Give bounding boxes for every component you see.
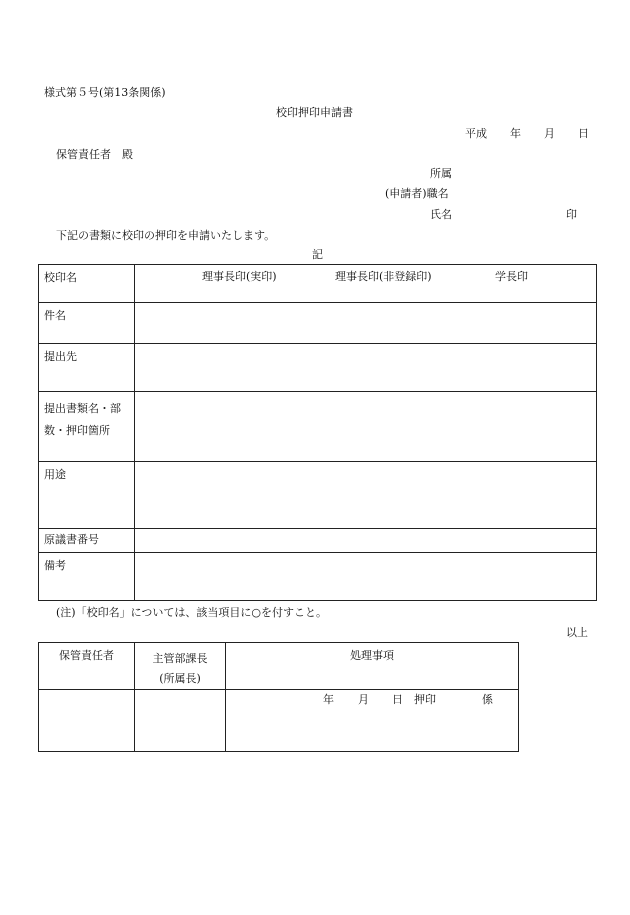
original-number-field[interactable] (135, 529, 597, 553)
main-table (38, 264, 597, 601)
original-number-row (39, 529, 597, 553)
proc-clerk: 係 (482, 693, 493, 706)
form-title: 校印押印申請書 (276, 106, 353, 119)
subject-label: 件名 (44, 309, 66, 322)
submit-to-field[interactable] (135, 344, 597, 392)
remarks-row (39, 553, 597, 601)
doc-info-row (39, 392, 597, 462)
applicant-position: (申請者)職名 (385, 187, 449, 200)
date-day: 日 (578, 127, 589, 140)
original-number-label: 原議書番号 (44, 533, 99, 546)
purpose-row (39, 462, 597, 529)
seal-name-row (39, 265, 597, 303)
purpose-field[interactable] (135, 462, 597, 529)
date-era: 平成 (465, 127, 487, 140)
ki-mark: 記 (312, 248, 323, 261)
custodian-stamp-field[interactable] (39, 690, 135, 752)
approval-table (38, 642, 519, 752)
note-text: (注)「校印名」については、該当項目に○を付すこと。 (56, 606, 327, 619)
remarks-label: 備考 (44, 559, 66, 572)
subject-row (39, 303, 597, 344)
proc-year: 年 (323, 693, 334, 706)
manager-label-line2: (所属長) (159, 672, 201, 685)
approval-body-row (39, 690, 519, 752)
manager-label (135, 643, 225, 689)
doc-info-label-line2: 数・押印箇所 (44, 424, 110, 437)
seal-option-president[interactable]: 学長印 (495, 270, 528, 283)
form-number: 様式第５号(第13条関係) (44, 86, 166, 99)
applicant-seal: 印 (566, 208, 577, 221)
request-text: 下記の書類に校印の押印を申請いたします。 (56, 229, 276, 242)
approval-header-row (39, 643, 519, 690)
submit-to-row (39, 344, 597, 392)
processing-label: 処理事項 (350, 649, 394, 662)
applicant-affiliation: 所属 (430, 167, 452, 180)
remarks-field[interactable] (135, 553, 597, 601)
end-mark: 以上 (566, 626, 588, 639)
seal-option-unregistered[interactable]: 理事長印(非登録印) (335, 270, 432, 283)
proc-month: 月 (358, 693, 369, 706)
doc-info-label (39, 392, 134, 442)
doc-info-label-line1: 提出書類名・部 (44, 402, 121, 415)
manager-label-line1: 主管部課長 (152, 652, 208, 665)
date-year: 年 (510, 127, 521, 140)
subject-field[interactable] (135, 303, 597, 344)
custodian-label: 保管責任者 (59, 649, 114, 662)
addressee: 保管責任者 殿 (56, 148, 133, 161)
submit-to-label: 提出先 (44, 350, 77, 363)
seal-name-label: 校印名 (44, 271, 77, 284)
applicant-name: 氏名 (430, 208, 452, 221)
proc-day: 日 (392, 693, 403, 706)
processing-field[interactable] (226, 690, 518, 750)
manager-stamp-field[interactable] (135, 690, 226, 752)
doc-info-field[interactable] (135, 392, 597, 462)
proc-stamp: 押印 (414, 693, 436, 706)
purpose-label: 用途 (44, 468, 66, 481)
date-month: 月 (544, 127, 555, 140)
seal-option-official[interactable]: 理事長印(実印) (202, 270, 277, 283)
